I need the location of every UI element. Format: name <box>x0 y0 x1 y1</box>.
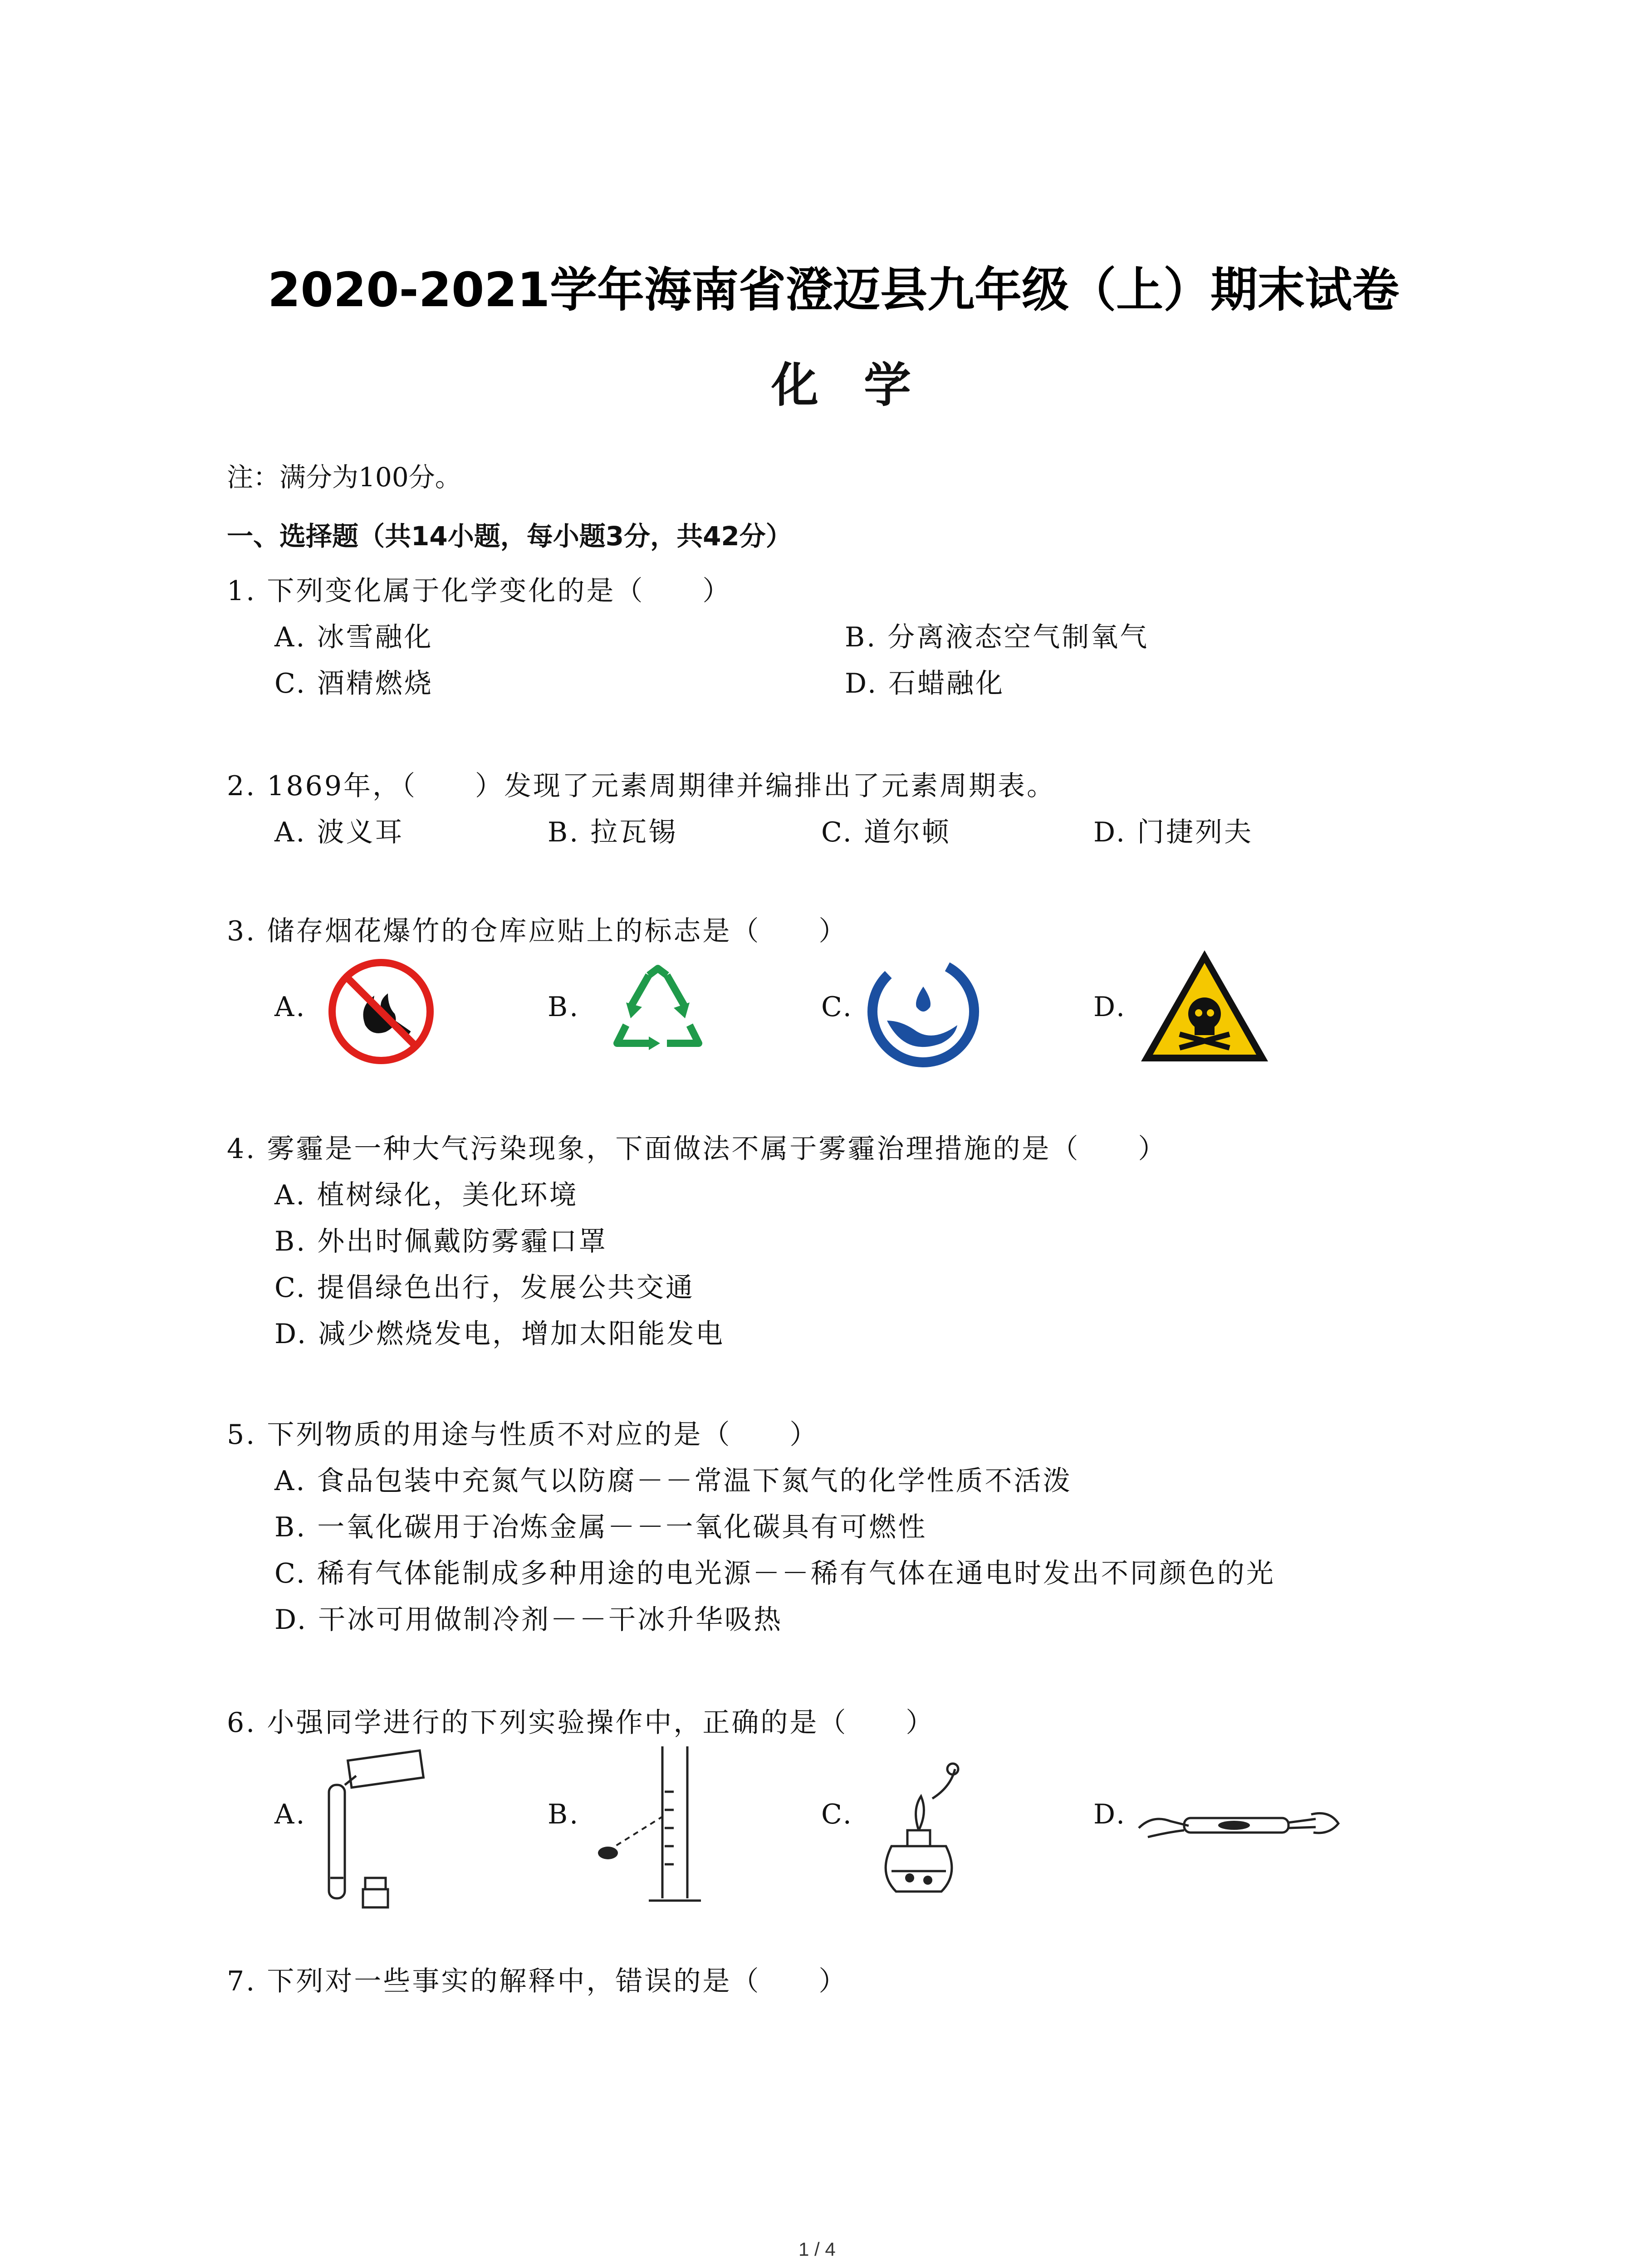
no-fire-sign-icon <box>327 957 436 1066</box>
option-a[interactable]: A. <box>274 991 307 1023</box>
recycle-sign-icon <box>599 957 717 1066</box>
option-b[interactable]: B. 分离液态空气制氧气 <box>845 621 1149 653</box>
option-a[interactable]: A. 植树绿化，美化环境 <box>274 1179 578 1211</box>
exam-title: 2020-2021学年海南省澄迈县九年级（上）期末试卷 <box>268 262 1400 318</box>
option-b[interactable]: B. 拉瓦锡 <box>548 816 678 848</box>
question-stem: 2. 1869年，（ ）发现了元素周期律并编排出了元素周期表。 <box>227 770 1056 802</box>
option-d[interactable]: D. 减少燃烧发电，增加太阳能发电 <box>274 1318 725 1350</box>
option-c[interactable]: C. 酒精燃烧 <box>274 668 433 699</box>
question-stem: 1. 下列变化属于化学变化的是（ ） <box>227 575 732 607</box>
page-number: 1 / 4 <box>798 2239 836 2260</box>
pouring-liquid-icon <box>318 1742 454 1914</box>
option-d[interactable]: D. <box>1093 1799 1127 1830</box>
option-a[interactable]: A. 食品包装中充氮气以防腐－－常温下氮气的化学性质不活泼 <box>274 1465 1072 1497</box>
option-a[interactable]: A. <box>274 1799 307 1830</box>
option-a[interactable]: A. 冰雪融化 <box>274 621 433 653</box>
option-c[interactable]: C. 提倡绿色出行，发展公共交通 <box>274 1272 695 1304</box>
option-b[interactable]: B. <box>548 991 580 1023</box>
option-b[interactable]: B. <box>548 1799 580 1830</box>
option-d[interactable]: D. <box>1093 991 1127 1023</box>
option-c[interactable]: C. <box>821 1799 853 1830</box>
question-stem: 6. 小强同学进行的下列实验操作中，正确的是（ ） <box>227 1707 935 1739</box>
option-b[interactable]: B. 外出时佩戴防雾霾口罩 <box>274 1226 608 1257</box>
option-d[interactable]: D. 石蜡融化 <box>845 668 1005 699</box>
toxic-warning-sign-icon <box>1136 946 1273 1068</box>
subject-title: 化学 <box>771 357 957 413</box>
graduated-cylinder-icon <box>590 1737 735 1914</box>
test-tube-holding-icon <box>1134 1778 1343 1860</box>
water-saving-sign-icon <box>864 953 982 1070</box>
score-note: 注：满分为100分。 <box>227 462 461 493</box>
alcohol-lamp-icon <box>860 1755 978 1905</box>
question-stem: 5. 下列物质的用途与性质不对应的是（ ） <box>227 1419 819 1451</box>
option-c[interactable]: C. <box>821 991 853 1023</box>
option-b[interactable]: B. 一氧化碳用于冶炼金属－－一氧化碳具有可燃性 <box>274 1511 927 1543</box>
question-stem: 7. 下列对一些事实的解释中，错误的是（ ） <box>227 1965 848 1997</box>
question-stem: 4. 雾霾是一种大气污染现象，下面做法不属于雾霾治理措施的是（ ） <box>227 1133 1167 1165</box>
section-heading: 一、选择题（共14小题，每小题3分，共42分） <box>227 521 792 552</box>
option-d[interactable]: D. 干冰可用做制冷剂－－干冰升华吸热 <box>274 1604 783 1636</box>
option-a[interactable]: A. 波义耳 <box>274 816 404 848</box>
question-stem: 3. 储存烟花爆竹的仓库应贴上的标志是（ ） <box>227 915 848 947</box>
option-c[interactable]: C. 道尔顿 <box>821 816 951 848</box>
option-c[interactable]: C. 稀有气体能制成多种用途的电光源－－稀有气体在通电时发出不同颜色的光 <box>274 1558 1275 1589</box>
option-d[interactable]: D. 门捷列夫 <box>1093 816 1254 848</box>
